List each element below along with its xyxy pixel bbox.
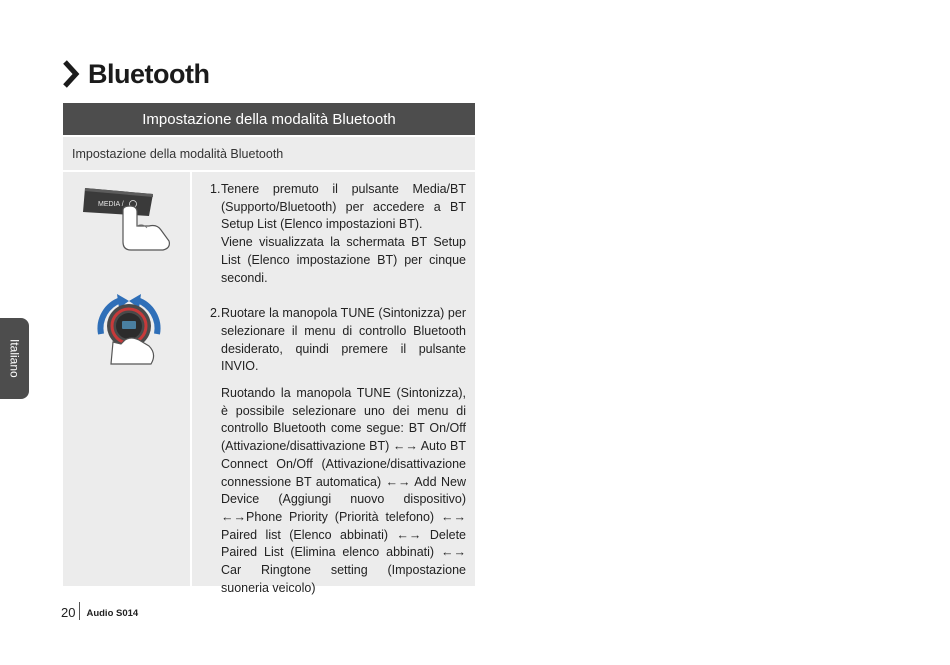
chevron-right-icon (60, 58, 82, 90)
instructions-column (192, 172, 475, 595)
media-button-label: MEDIA / (98, 201, 124, 208)
step-1 (210, 181, 466, 287)
step-1-instruction: Tenere premuto il pulsante Media/BT (Supporto/Bluetooth) per accedere a BT Setup List (Elenco impostazioni BT). (221, 182, 466, 232)
section-header: Impostazione della modalità Bluetooth (63, 103, 475, 135)
step-2-instruction: Ruotare la manopola TUNE (Sintonizza) per selezionare il menu di controllo Bluetooth desiderato, quindi premere il pulsante INVIO. (221, 306, 466, 374)
language-tab (0, 318, 29, 399)
section-body (63, 172, 475, 595)
document-name: Audio S014 (86, 608, 139, 619)
page-title-row (60, 56, 209, 92)
step-1-note: Viene visualizzata la schermata BT Setup List (Elenco impostazione BT) per cinque secondi. (221, 235, 466, 285)
step-number: 1. (210, 182, 221, 196)
illustration-column (63, 172, 192, 586)
step-2-menu-sequence: Ruotando la manopola TUNE (Sintonizza), è possibile selezionare uno dei menu di controllo Bluetooth come segue: BT On/Off (Attivazione/disattivazione BT) ←→ Auto BT Connect On/Off (Attivazione/disattivazione connessione BT automatica) ←→ Add New Device (Aggiungi nuovo dispositivo) ←→Phone Priority (Priorità telefono) ←→ Paired list (Elenco abbinati) ←→ Delete Paired List (Elimina elenco abbinati) ←→ Car Ringtone setting (Impostazione suoneria veicolo) (221, 386, 466, 595)
section-subheader: Impostazione della modalità Bluetooth (63, 137, 475, 172)
step-2 (210, 305, 466, 597)
bluetooth-setup-table (63, 103, 475, 595)
page-footer (61, 602, 138, 620)
language-label: Italiano (7, 339, 22, 378)
media-button-press-illustration (81, 184, 181, 254)
step-number: 2. (210, 306, 221, 321)
page-number: 20 (61, 605, 76, 620)
tune-knob-rotate-illustration (91, 290, 167, 366)
footer-divider (79, 602, 80, 620)
page-title: Bluetooth (88, 58, 210, 89)
